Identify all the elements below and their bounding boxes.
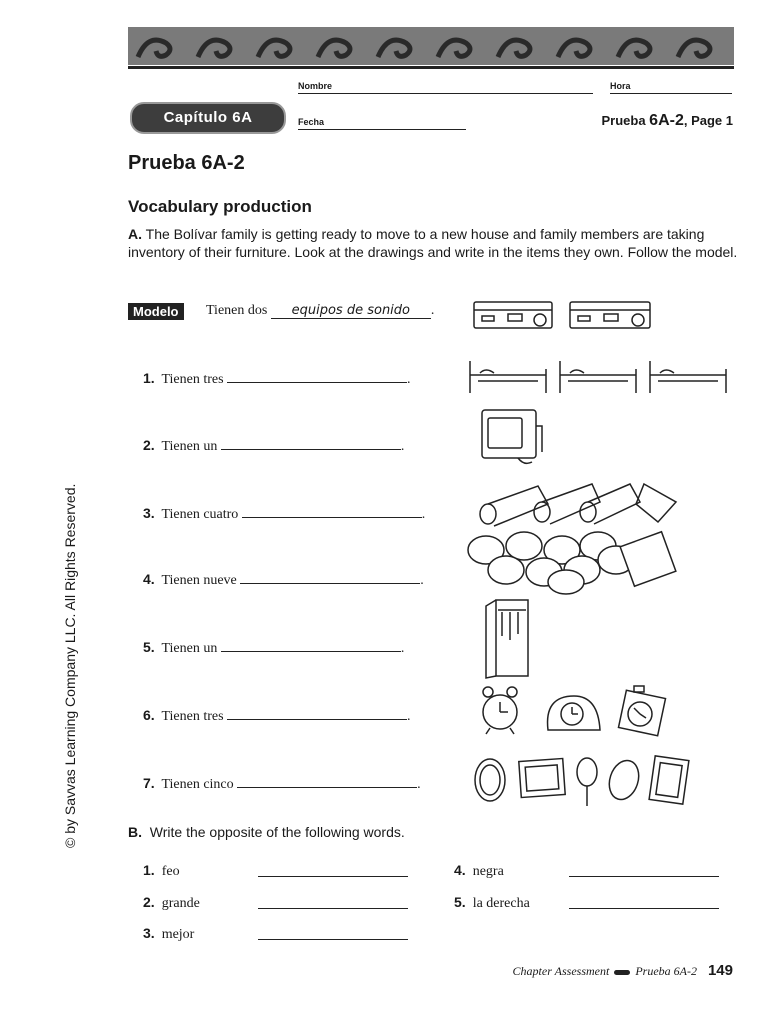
list-item: 5. Tienen un . [143,639,405,656]
page-footer [513,962,733,979]
fecha-label: Fecha [298,117,325,127]
cds-icon [466,530,678,596]
wave-pattern-icon [128,27,734,65]
list-item: 4. Tienen nueve . [143,571,424,588]
list-item: 1. feo [143,862,180,879]
answer-blank[interactable] [569,864,719,877]
part-a-instructions [128,225,738,261]
prueba-page-ref [601,112,733,130]
answer-blank[interactable] [221,639,401,652]
answer-blank[interactable] [240,571,420,584]
stereo-icon [472,298,662,332]
nombre-label: Nombre [298,81,333,91]
hora-field[interactable] [610,93,732,94]
rugs-icon [476,478,686,528]
modelo-line: Tienen dos equipos de sonido . [206,303,435,318]
part-b-letter: B. [128,824,142,840]
list-item: 3. mejor [143,925,195,942]
footer-separator-icon [614,970,630,975]
answer-blank[interactable] [221,437,401,450]
answer-blank[interactable] [242,505,422,518]
answer-blank[interactable] [227,370,407,383]
footer-prueba: Prueba 6A-2 [635,964,697,978]
modelo-badge: Modelo [128,303,184,320]
answer-blank[interactable] [258,927,408,940]
hora-label: Hora [610,81,631,91]
list-item: 3. Tienen cuatro . [143,505,426,522]
section-title: Vocabulary production [128,197,312,216]
part-b-instructions [128,824,405,840]
list-item: 6. Tienen tres . [143,707,411,724]
answer-blank[interactable] [227,707,407,720]
list-item: 1. Tienen tres . [143,370,411,387]
fecha-field[interactable] [298,129,466,130]
prueba-prefix: Prueba [601,113,650,128]
answer-blank[interactable] [569,896,719,909]
copyright-notice: © by Savvas Learning Company LLC. All Rights Reserved. [62,483,78,848]
clocks-icon [474,684,670,736]
banner-underline [128,66,734,69]
nombre-field[interactable] [298,93,593,94]
television-icon [478,406,544,468]
part-b-text: Write the opposite of the following words. [149,824,405,840]
page-number: 149 [707,962,733,979]
beds-icon [466,355,734,397]
answer-blank[interactable] [258,864,408,877]
answer-blank[interactable] [258,896,408,909]
footer-label: Chapter Assessment [512,964,610,978]
page-title: Prueba 6A-2 [128,152,245,174]
chapter-badge: Capítulo 6A [130,102,286,134]
answer-blank[interactable] [237,775,417,788]
mirrors-icon [470,752,692,808]
decorative-banner [128,27,734,65]
modelo-answer: equipos de sonido [271,303,431,319]
list-item: 7. Tienen cinco . [143,775,421,792]
list-item: 2. Tienen un . [143,437,405,454]
part-a-text: The Bolívar family is getting ready to move to a new house and family members are taking inventory of their furniture. Look at the drawings and write in the items they own. Follow the model. [128,226,738,260]
part-a-letter: A. [128,226,142,242]
closet-icon [482,596,534,682]
prueba-code: 6A-2 [649,112,684,129]
list-item: 4. negra [454,862,504,879]
list-item: 2. grande [143,894,200,911]
modelo-prompt: Tienen dos [206,303,268,318]
list-item: 5. la derecha [454,894,530,911]
page-suffix: , Page 1 [683,113,733,128]
